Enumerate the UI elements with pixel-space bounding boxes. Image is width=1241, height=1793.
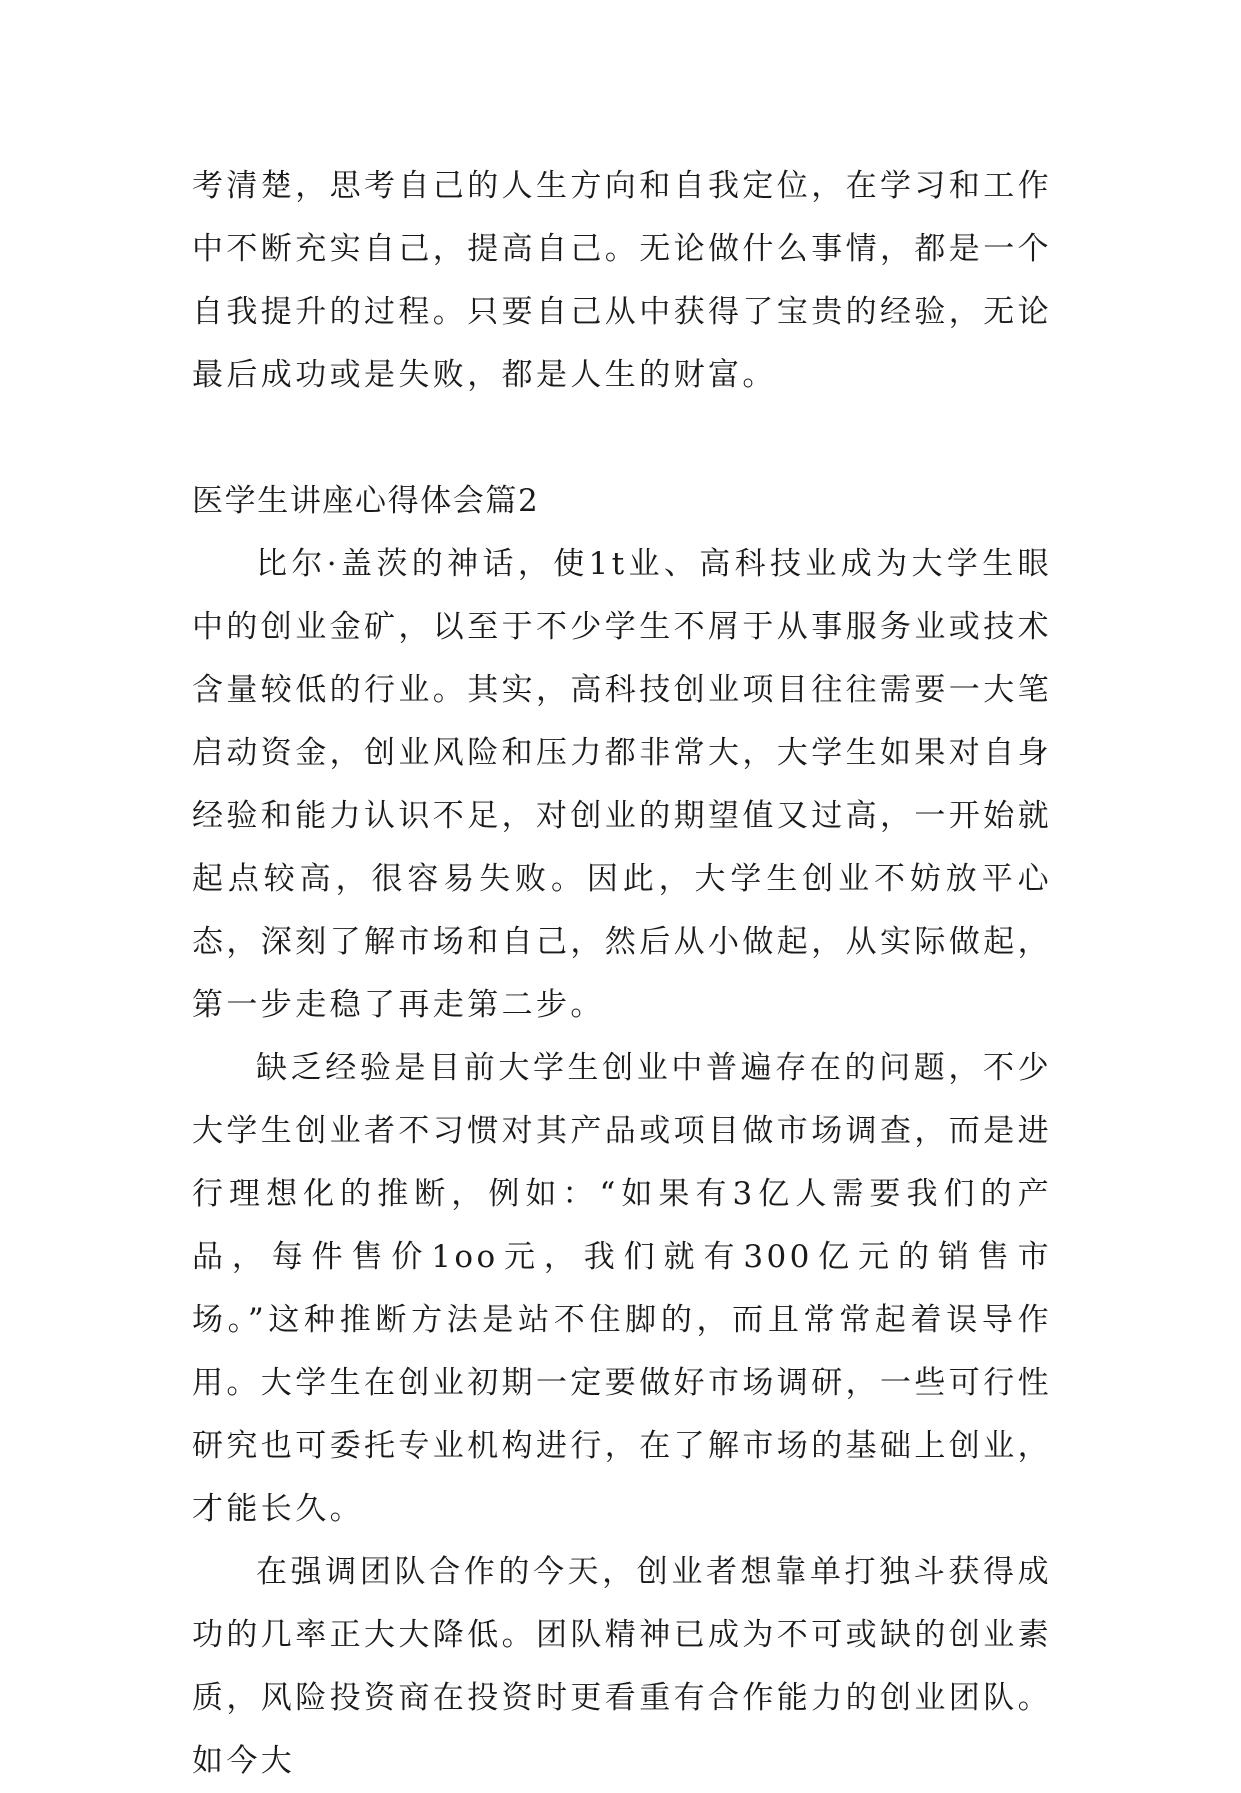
document-body xyxy=(192,155,1052,1793)
paragraph-2: 缺乏经验是目前大学生创业中普遍存在的问题，不少大学生创业者不习惯对其产品或项目做市场调查，而是进行理想化的推断，例如：“如果有3亿人需要我们的产品，每件售价1oo元，我们就有300亿元的销售市场。”这种推断方法是站不住脚的，而且常常起着误导作用。大学生在创业初期一定要做好市场调研，一些可行性研究也可委托专业机构进行，在了解市场的基础上创业，才能长久。 xyxy=(192,1050,1052,1527)
paragraph-continued: 考清楚，思考自己的人生方向和自我定位，在学习和工作中不断充实自己，提高自己。无论做什么事情，都是一个自我提升的过程。只要自己从中获得了宝贵的经验，无论最后成功或是失败，都是人生的财富。 xyxy=(192,168,1052,393)
paragraph-1: 比尔·盖茨的神话，使1t业、高科技业成为大学生眼中的创业金矿，以至于不少学生不屑于从事服务业或技术含量较低的行业。其实，高科技创业项目往往需要一大笔启动资金，创业风险和压力都非常大，大学生如果对自身经验和能力认识不足，对创业的期望值又过高，一开始就起点较高，很容易失败。因此，大学生创业不妨放平心态，深刻了解市场和自己，然后从小做起，从实际做起，第一步走稳了再走第二步。 xyxy=(192,546,1052,1023)
section-title: 医学生讲座心得体会篇2 xyxy=(192,483,540,519)
paragraph-3: 在强调团队合作的今天，创业者想靠单打独斗获得成功的几率正大大降低。团队精神已成为不可或缺的创业素质，风险投资商在投资时更看重有合作能力的创业团队。如今大 xyxy=(192,1554,1052,1779)
